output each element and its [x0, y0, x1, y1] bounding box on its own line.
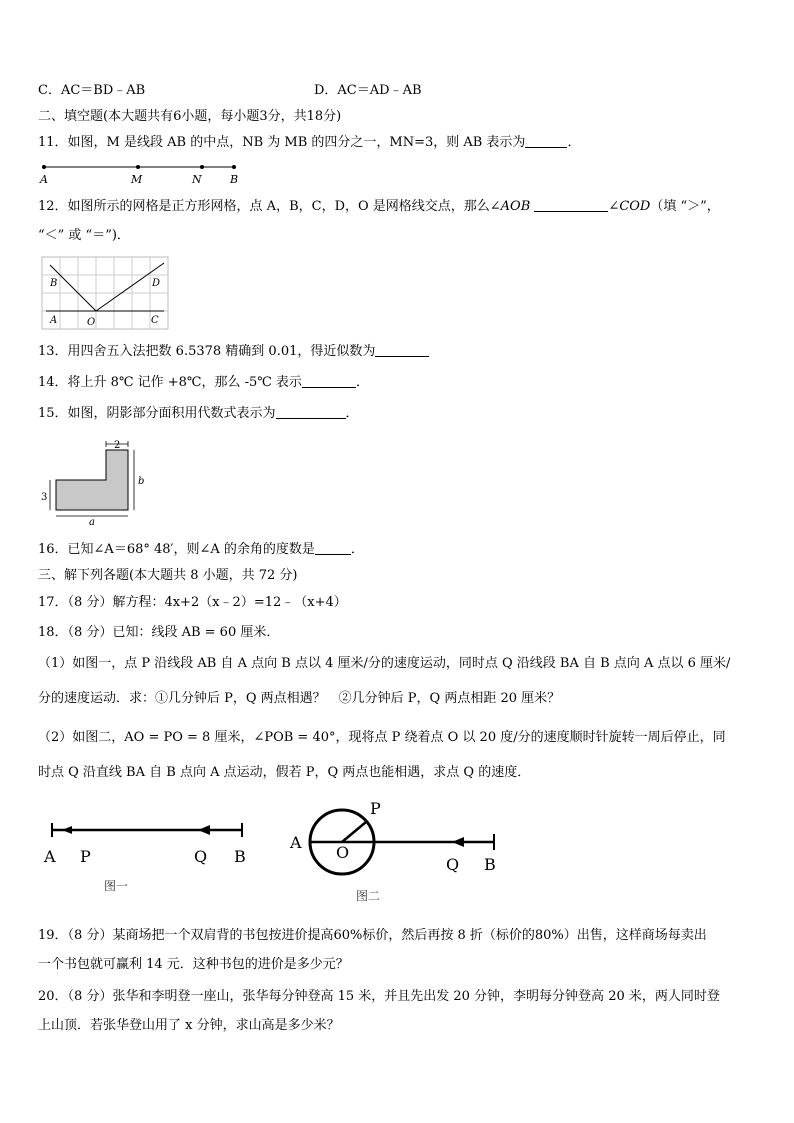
grid-label-a: A: [50, 315, 58, 326]
section-heading-fill-blank: 二、填空题(本大题共有6小题，每小题3分，共18分): [38, 109, 342, 124]
option-d: D．AC＝AD﹣AB: [314, 83, 422, 98]
label-m: M: [131, 173, 143, 186]
fig1-label-p: P: [80, 847, 91, 866]
dim-label-bottom: a: [89, 517, 95, 528]
label-n: N: [192, 173, 202, 186]
fig2-label-b: B: [484, 855, 496, 874]
question-14-end: ．: [355, 375, 369, 390]
answer-blank-13[interactable]: [375, 343, 429, 357]
question-17: 17．（8 分）解方程：4x+2（x﹣2）=12﹣（x+4）: [38, 595, 347, 610]
question-14-text: 14．将上升 8℃ 记作 +8℃，那么 -5℃ 表示: [38, 375, 302, 390]
question-11-end: ．: [567, 135, 581, 150]
question-15-end: ．: [345, 406, 359, 421]
question-18-part1-line2: 分的速度运动．求：①几分钟后 P，Q 两点相遇？ ②几分钟后 P，Q 两点相距 20 厘米？: [38, 691, 561, 706]
question-16: [38, 541, 364, 559]
fig1-caption: 图一: [104, 879, 129, 893]
question-15: [38, 405, 359, 423]
angle-aob: ∠AOB: [489, 199, 531, 214]
option-c: C．AC＝BD﹣AB: [38, 83, 146, 98]
label-a: A: [40, 173, 48, 186]
question-19-line1: 19．（8 分）某商场把一个双肩背的书包按进价提高60%标价，然后再按 8 折（标价的80%）出售，这样商场每卖出: [38, 928, 707, 943]
segment-figure-11: [34, 160, 254, 188]
question-11-text: 11．如图，M 是线段 AB 的中点，NB 为 MB 的四分之一，MN=3，则 AB 表示为: [38, 135, 526, 150]
question-18: 18．（8 分）已知：线段 AB = 60 厘米．: [38, 625, 280, 640]
fig2-label-q: Q: [446, 855, 460, 874]
question-14: [38, 374, 369, 392]
question-16-text: 16．已知∠A＝68° 48′，则∠A 的余角的度数是: [38, 542, 315, 557]
question-20-line2: 上山顶．若张华登山用了 x 分钟，求山高是多少米？: [38, 1018, 340, 1033]
fig2-label-p: P: [370, 799, 381, 818]
figure-two: [284, 796, 514, 912]
dim-label-left: 3: [41, 492, 48, 503]
question-13: [38, 343, 429, 361]
question-11: [38, 134, 580, 152]
answer-blank-12[interactable]: [534, 198, 608, 212]
answer-blank-11[interactable]: [525, 134, 567, 148]
dim-label-top: 2: [114, 440, 121, 451]
question-12-line2: “＜” 或 “＝”)．: [38, 228, 130, 243]
question-13-text: 13．用四舍五入法把数 6.5378 精确到 0.01，得近似数为: [38, 344, 376, 359]
answer-blank-16[interactable]: [315, 541, 351, 555]
question-19-line2: 一个书包就可赢利 14 元．这种书包的进价是多少元？: [38, 957, 349, 972]
fig2-caption: 图二: [356, 889, 381, 903]
shaded-figure-15: [38, 438, 158, 528]
question-12-fill: （填 “＞”，: [650, 199, 720, 214]
figure-one: [38, 818, 258, 908]
answer-blank-15[interactable]: [276, 405, 346, 419]
section-heading-solve: 三、解下列各题(本大题共 8 小题，共 72 分): [38, 568, 298, 583]
question-18-part2-line2: 时点 Q 沿直线 BA 自 B 点向 A 点运动，假若 P，Q 两点也能相遇，求点 Q 的速度．: [38, 765, 531, 780]
grid-label-b: B: [50, 278, 58, 289]
angle-cod: ∠COD: [608, 199, 651, 214]
grid-label-c: C: [151, 315, 159, 326]
grid-label-d: D: [152, 278, 161, 289]
fig2-label-o: O: [336, 843, 350, 862]
fig1-label-q: Q: [194, 847, 208, 866]
question-18-part2-line1: （2）如图二，AO = PO = 8 厘米，∠POB = 40°，现将点 P 绕着点 O 以 20 度/分的速度顺时针旋转一周后停止，同: [38, 730, 726, 745]
question-12-text: 12．如图所示的网格是正方形网格，点 A，B，C，D，O 是网格线交点，那么: [38, 199, 490, 214]
dim-label-right: b: [138, 476, 145, 487]
question-15-text: 15．如图，阴影部分面积用代数式表示为: [38, 406, 276, 421]
grid-figure-12: [40, 256, 170, 330]
question-18-part1-line1: （1）如图一，点 P 沿线段 AB 自 A 点向 B 点以 4 厘米/分的速度运动，同时点 Q 沿线段 BA 自 B 点向 A 点以 6 厘米/: [38, 656, 731, 671]
answer-blank-14[interactable]: [302, 374, 356, 388]
label-b: B: [230, 173, 239, 186]
question-20-line1: 20．（8 分）张华和李明登一座山，张华每分钟登高 15 米，并且先出发 20 分钟，李明每分钟登高 20 米，两人同时登: [38, 989, 720, 1004]
fig1-label-a: A: [44, 847, 56, 866]
question-16-end: ．: [350, 542, 364, 557]
question-12: [38, 198, 720, 216]
grid-label-o: O: [87, 317, 96, 328]
fig1-label-b: B: [234, 847, 246, 866]
fig2-label-a: A: [290, 833, 302, 852]
